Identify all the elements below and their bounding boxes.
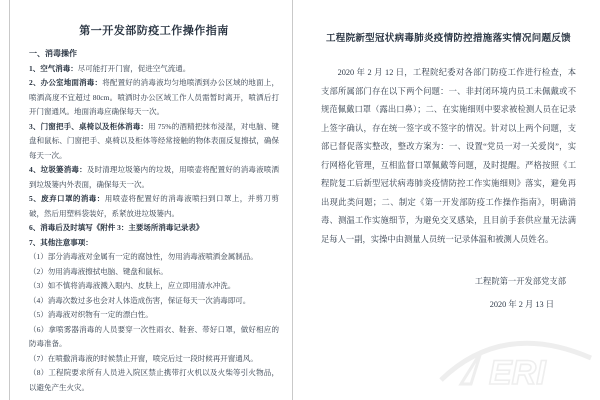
item-label: 4、垃圾篓消毒： — [29, 165, 87, 174]
item-text: 用喷壶将配置好的消毒液喷扫到口罩上，并剪刀剪破，然后用塑料袋装好，系紧放进垃圾篓内。 — [29, 194, 280, 218]
watermark-text: ERI — [489, 354, 546, 392]
right-page-body: 2020 年 2 月 12 日，工程院纪委对各部门防疫工作进行检查，本支部所属部门存在以下两个问题：一、非封闭环境内员工未佩戴或不规范佩戴口罩（露出口鼻）；二、在实施细则中要求被检测人员在记录上签字确认，存在统一签字或不签字的情况。针对以上两个问题，支部已督促落实整改，整改方案为：一、设置“党员一对一关爱岗”，实行网格化管理，互相监督口罩佩戴等问题，及时提醒。严格按照《工程院复工后新型冠状病毒肺炎疫情防控工作实施细则》落实，避免再出现此类问题；二、制定《第一开发部防疫工作操作指南》，明确消毒、测温工作实施细节，为避免交叉感染，且目前手套供应量无法满足每人一副，实操中由测量人员统一记录体温和被测人员姓名。 — [321, 68, 576, 244]
item-text: 将配置好的消毒液均匀地喷洒到办公区域的地面上，喷洒高度不宜超过 80cm。喷洒时办公区域工作人员需暂时离开，喷洒后打开门窗通风。地面消毒应确保每天一次。 — [29, 78, 279, 116]
list-item — [29, 192, 279, 221]
note-item: （8）工程院要求所有人员进入院区禁止携带打火机以及火柴等引火物品，以避免产生火灾。 — [29, 368, 279, 392]
left-page-title: 第一开发部防疫工作操作指南 — [79, 25, 229, 37]
item-label: 7、其他注意事项： — [29, 237, 93, 247]
note-item: （6）拿喷雾器消毒的人员要穿一次性雨衣、鞋套、带好口罩，做好相应的防毒准备。 — [29, 324, 279, 348]
note-item: （4）消毒次数过多也会对人体造成伤害，保证每天一次消毒即可。 — [29, 295, 251, 305]
left-section-heading: 一、消毒操作 — [29, 49, 77, 58]
date-line: 2020 年 2 月 13 日 — [489, 300, 554, 309]
list-item — [29, 236, 279, 251]
note-item: （7）在喷撒消毒液的时候禁止开窗，喷完后过一段时候再开窗通风。 — [29, 353, 258, 363]
page-margin-strip — [0, 0, 9, 400]
list-item — [29, 163, 279, 192]
note-item: （3）如不慎将消毒液溅入眼内、皮肤上，应立即用清水冲洗。 — [29, 281, 236, 290]
note-item: （1）部分消毒液对金属有一定的腐蚀性，勿用消毒液喷洒金属制品。 — [29, 252, 258, 261]
note-item: （2）勿用消毒液擦拭电脑、键盘和鼠标。 — [29, 266, 168, 276]
list-item — [29, 62, 279, 77]
list-item — [29, 76, 279, 120]
signature-line: 工程院第一开发部党支部 — [474, 277, 566, 286]
item-label: 3、门窗把手、桌椅以及柜体消毒： — [29, 121, 149, 131]
document-page-right — [293, 0, 600, 400]
document-page-left — [9, 0, 293, 400]
item-label: 1、空气消毒： — [29, 63, 78, 73]
item-text: 尽可能打开门窗，促进空气流通。 — [77, 63, 191, 73]
right-page-title: 工程院新型冠状病毒肺炎疫情防控措施落实情况问题反馈 — [325, 34, 571, 44]
item-label: 6、消毒后及时填写《附件 3：主要场所消毒记录表》 — [29, 223, 204, 232]
item-text: 及时清理垃圾篓内的垃圾，用喷壶将配置好的消毒液喷洒到垃圾篓内外表面，确保每天一次。 — [29, 165, 279, 189]
item-label: 5、废弃口罩的消毒： — [29, 194, 105, 203]
item-text: 用 75%的酒精把抹布浸湿，对电脑、键盘和鼠标、门窗把手、桌椅以及柜体等经常接触的物体表面反复擦拭，确保每天一次。 — [29, 121, 279, 160]
list-item — [29, 221, 279, 236]
list-item — [29, 120, 279, 164]
note-item: （5）消毒液对织物有一定的漂白性。 — [29, 310, 153, 319]
item-label: 2、办公室地面消毒： — [29, 78, 103, 87]
